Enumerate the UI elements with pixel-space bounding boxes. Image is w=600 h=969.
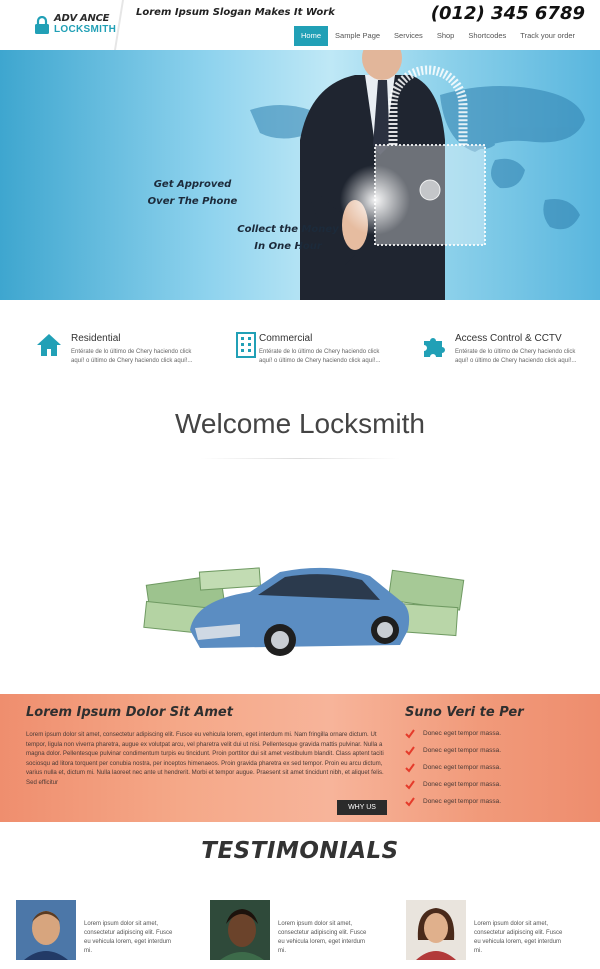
avatar xyxy=(210,900,270,960)
checkmark-icon xyxy=(405,763,415,773)
welcome-title: Welcome Locksmith xyxy=(174,408,425,439)
house-icon xyxy=(36,332,62,358)
testimonials-title: TESTIMONIALS xyxy=(201,838,399,864)
features-row xyxy=(0,326,600,372)
checkmark-icon xyxy=(405,780,415,790)
feature-title: Residential xyxy=(71,333,121,344)
testimonial-text: Lorem ipsum dolor sit amet, consectetur adipiscing elit. Fusce eu vehicula lorem, eget interdum mi. xyxy=(84,921,173,954)
header-divider xyxy=(114,0,130,50)
phone-number[interactable]: (012) 345 6789 xyxy=(430,3,585,24)
feature-title: Commercial xyxy=(259,333,313,344)
checkmark-icon xyxy=(405,729,415,739)
nav-shortcodes[interactable]: Shortcodes xyxy=(468,31,507,40)
hero-text-approved: Get Approved Over The Phone xyxy=(147,179,238,207)
hero-illustration xyxy=(0,50,600,300)
side-title: Suno Veri te Per xyxy=(405,705,524,720)
checkmark-icon xyxy=(405,746,415,756)
welcome-divider xyxy=(200,458,400,459)
about-title: Lorem Ipsum Dolor Sit Amet xyxy=(26,705,233,720)
puzzle-icon xyxy=(421,332,447,358)
nav-track-order[interactable]: Track your order xyxy=(520,31,576,40)
hero-banner xyxy=(0,50,600,300)
site-header xyxy=(0,0,600,50)
why-us-button[interactable]: WHY US xyxy=(337,800,387,815)
nav-sample-page[interactable]: Sample Page xyxy=(335,31,381,40)
avatar xyxy=(16,900,76,960)
feature-desc: Entérate de lo último de Chery haciendo click aquí! o último de Chery haciendo click aquí!... xyxy=(259,349,381,364)
about-body: Lorem ipsum dolor sit amet, consectetur adipiscing elit. Fusce eu vehicula lorem, eget interdum mi. Nam fringilla ornare dictum. Ut tempor, ligula non viverra pharetra, augue ex volutpat arcu, vel pharetra velit dui ut nisi. Pellentesque gravida mattis pulvinar. Nulla a magna dolor. Pellentesque pulvinar condimentum turpis eu tincidunt. Proin porttitor dui sit amet vestibulum blandit. Class aptent taciti sociosqu ad litora torquent per conubia nostra, per inceptos himenaeos. Proin gravida pharetra ex sed tempor. Proin eu arcu dictum, varius nulla et, dictum mi. Nulla laoreet nec ante ut hendrerit. Morbi et tempor augue. Praesent sit amet tincidunt nibh, et aliquet felis. Sed efficitur xyxy=(26,731,384,786)
checkmark-icon xyxy=(405,797,415,807)
logo-line1: ADV ANCE xyxy=(54,13,110,24)
site-slogan: Lorem Ipsum Slogan Makes It Work xyxy=(136,7,335,18)
main-nav xyxy=(294,26,582,46)
feature-desc: Entérate de lo último de Chery haciendo click aquí! o último de Chery haciendo click aquí!... xyxy=(71,349,193,364)
testimonial-text: Lorem ipsum dolor sit amet, consectetur adipiscing elit. Fusce eu vehicula lorem, eget interdum mi. xyxy=(278,921,367,954)
logo-line2: LOCKSMITH xyxy=(54,24,117,35)
nav-services[interactable]: Services xyxy=(394,31,423,40)
nav-shop[interactable]: Shop xyxy=(436,31,455,40)
padlock-icon xyxy=(34,16,50,34)
testimonial-text: Lorem ipsum dolor sit amet, consectetur adipiscing elit. Fusce eu vehicula lorem, eget interdum mi. xyxy=(474,921,563,954)
avatar xyxy=(406,900,466,960)
car-money-image xyxy=(140,550,470,670)
hero-text-collect: Collect the Money In One Hour xyxy=(237,224,339,252)
building-icon xyxy=(233,332,259,358)
nav-home[interactable]: Home xyxy=(294,26,328,46)
feature-title: Access Control & CCTV xyxy=(455,333,562,344)
about-section: Lorem Ipsum Dolor Sit Amet Lorem ipsum dolor sit amet, consectetur adipiscing elit. Fusce eu vehicula lorem, eget interdum mi. Nam fringilla ornare dictum. Ut tempor, ligula non viverra pharetra, augue ex volutpat arcu, vel pharetra velit dui ut nisi. Pellentesque gravida mattis pulvinar. Nulla a magna dolor. Pellentesque pulvinar condimentum turpis eu tincidunt. Proin porttitor dui sit amet vestibulum blandit. Class aptent taciti sociosqu ad litora torquent per conubia nostra, per inceptos himenaeos. Proin gravida pharetra ex sed tempor. Proin eu arcu dictum, varius nulla et, dictum mi. Nulla laoreet nec ante ut hendrerit. Morbi et tempor augue. Praesent sit amet tincidunt nibh, et aliquet felis. Sed efficitur WHY US Suno Veri te Per Donec eget tempor massa. Donec eget tempor massa. Donec eget tempor massa. Donec eget tempor massa. Donec eget tempor massa. xyxy=(0,694,600,822)
site-logo[interactable] xyxy=(34,12,117,38)
feature-desc: Entérate de lo último de Chery haciendo click aquí! o último de Chery haciendo click aquí!... xyxy=(455,349,577,364)
